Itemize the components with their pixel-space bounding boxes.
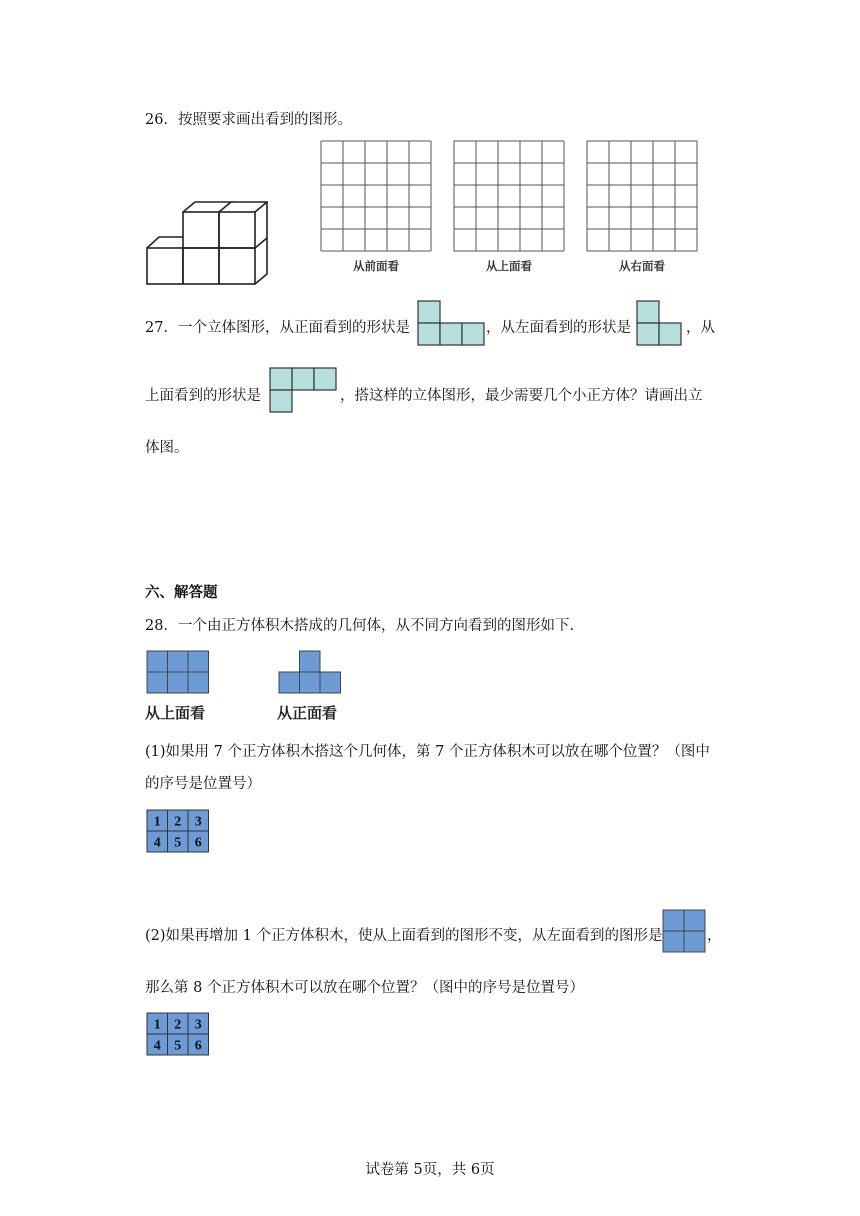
- q28-top-view-caption: 从上面看: [145, 704, 206, 722]
- front-view-shape: [417, 300, 485, 346]
- q27-text-c: ，从: [686, 320, 715, 336]
- grid-lines: [586, 140, 698, 252]
- q28-part1-line2: 的序号是位置号）: [145, 776, 261, 792]
- position-number: 2: [174, 1017, 182, 1033]
- top-view-shape: [269, 367, 337, 413]
- q27-text-e: ，搭这样的立体图形，最少需要几个小正方体？请画出立: [340, 388, 703, 404]
- position-number: 2: [174, 814, 182, 830]
- q28-part1-line1: (1)如果用 7 个正方体积木搭这个几何体，第 7 个正方体积木可以放在哪个位置？（图中: [145, 744, 710, 760]
- q27-text-b: ，从左面看到的形状是: [486, 320, 631, 336]
- left-view-shape: [636, 300, 684, 346]
- q27-text-a: 27．一个立体图形，从正面看到的形状是: [145, 320, 410, 336]
- q27-text-d: 上面看到的形状是: [145, 388, 261, 404]
- q28-part2-line2: 那么第 8 个正方体积木可以放在哪个位置？（图中的序号是位置号）: [145, 980, 584, 996]
- cube-stack-figure: [144, 200, 268, 286]
- q28-front-view-shape: [278, 650, 342, 694]
- position-number: 4: [153, 835, 161, 851]
- position-number: 6: [194, 1038, 202, 1054]
- q26-text: 26．按照要求画出看到的图形。: [145, 112, 352, 128]
- grid-lines: [320, 140, 432, 252]
- position-number: 6: [194, 835, 202, 851]
- q27-line1: [145, 316, 410, 337]
- page-footer: 试卷第 5页，共 6页: [365, 1162, 495, 1178]
- left-view-shape-2x2: [662, 909, 706, 953]
- position-number: 3: [194, 1017, 202, 1033]
- position-number: 4: [153, 1038, 161, 1054]
- section-six-title: 六、解答题: [145, 584, 218, 601]
- answer-grid-top[interactable]: [453, 140, 565, 252]
- grid-lines: [453, 140, 565, 252]
- q28-text: 28．一个由正方体积木搭成的几何体，从不同方向看到的图形如下.: [145, 618, 575, 634]
- position-number: 3: [194, 814, 202, 830]
- answer-grid-right[interactable]: [586, 140, 698, 252]
- answer-grid-front[interactable]: [320, 140, 432, 252]
- position-grid-1: [146, 809, 210, 853]
- position-number: 1: [153, 814, 161, 830]
- q28-top-view-shape: [146, 650, 210, 694]
- caption-top-view: 从上面看: [486, 259, 532, 273]
- position-number: 1: [153, 1017, 161, 1033]
- position-grid-2: [146, 1012, 210, 1056]
- position-number: 5: [174, 1038, 182, 1054]
- caption-front-view: 从前面看: [353, 259, 399, 273]
- q28-part2-line1: (2)如果再增加 1 个正方体积木，使从上面看到的图形不变，从左面看到的图形是: [145, 928, 663, 944]
- q27-text-f: 体图。: [145, 440, 189, 456]
- caption-right-view: 从右面看: [619, 259, 665, 273]
- q28-part2-comma: ，: [707, 928, 722, 944]
- position-number: 5: [174, 835, 182, 851]
- q28-front-view-caption: 从正面看: [277, 704, 338, 722]
